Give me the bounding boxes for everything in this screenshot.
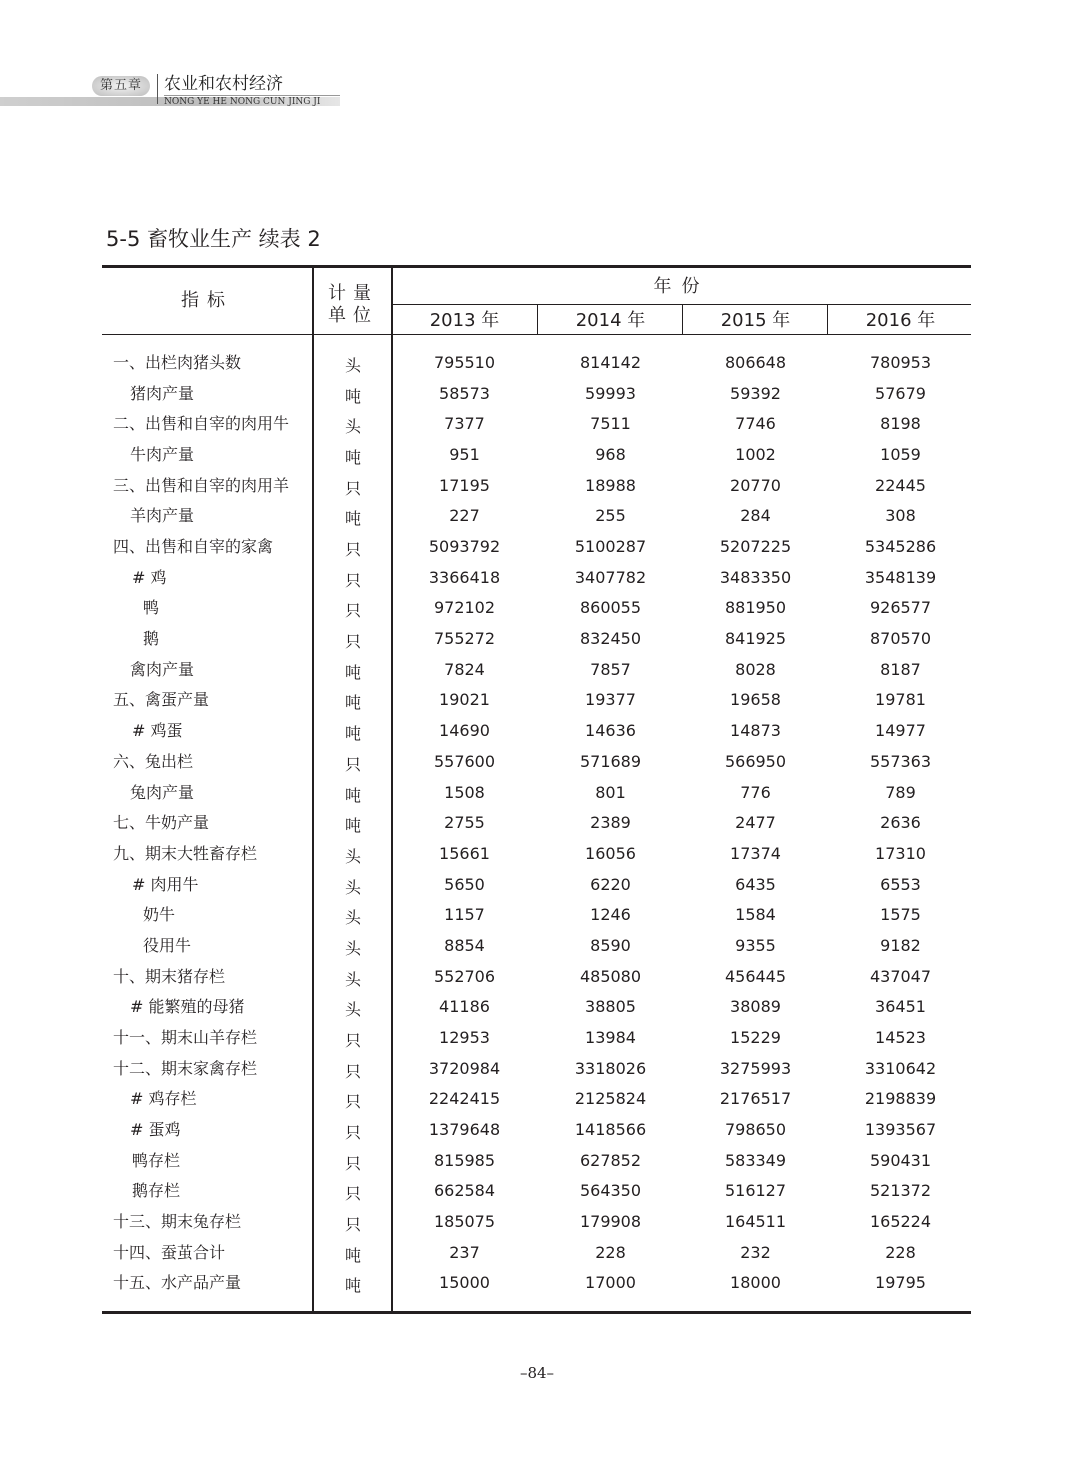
value-cell: 1002 xyxy=(735,445,776,465)
value-cell: 3483350 xyxy=(719,567,792,587)
value-cell: 165224 xyxy=(869,1212,932,1232)
value-cell: 776 xyxy=(740,782,771,802)
value-cell: 815985 xyxy=(433,1150,496,1170)
value-cell: 8198 xyxy=(880,414,921,434)
unit-cell: 只 xyxy=(344,478,361,498)
value-cell: 437047 xyxy=(869,966,932,986)
value-cell: 20770 xyxy=(730,475,781,495)
table-bottom-rule xyxy=(102,1311,971,1314)
value-cell: 1418566 xyxy=(574,1120,647,1139)
indicator-cell: 役用牛 xyxy=(143,935,192,955)
table-row xyxy=(0,900,1074,930)
value-cell: 860055 xyxy=(579,598,642,618)
unit-cell: 吨 xyxy=(344,785,361,805)
table-row xyxy=(0,1023,1074,1053)
indicator-cell: 十五、水产品产量 xyxy=(113,1273,242,1293)
indicator-cell: 三、出售和自宰的肉用羊 xyxy=(113,475,290,495)
value-cell: 14690 xyxy=(439,721,490,741)
value-cell: 590431 xyxy=(869,1150,932,1170)
value-cell: 14873 xyxy=(730,721,781,741)
years-header: 年份 xyxy=(653,276,710,297)
value-cell: 17310 xyxy=(875,843,926,863)
value-cell: 564350 xyxy=(579,1181,642,1201)
table-row xyxy=(0,747,1074,777)
table-row xyxy=(0,808,1074,838)
value-cell: 7377 xyxy=(444,414,485,434)
unit-cell: 头 xyxy=(344,969,361,989)
indicator-cell: 五、禽蛋产量 xyxy=(113,690,210,710)
unit-cell: 头 xyxy=(344,908,361,928)
unit-cell: 头 xyxy=(344,417,361,437)
value-cell: 3366418 xyxy=(428,567,501,587)
unit-cell: 吨 xyxy=(344,1276,361,1296)
value-cell: 552706 xyxy=(433,966,496,986)
year-header-2013: 2013 年 xyxy=(429,310,500,331)
value-cell: 2477 xyxy=(735,813,776,833)
value-cell: 5093792 xyxy=(428,537,501,557)
value-cell: 164511 xyxy=(724,1212,787,1232)
value-cell: 571689 xyxy=(579,751,642,771)
value-cell: 22445 xyxy=(875,475,926,495)
value-cell: 1157 xyxy=(444,905,485,925)
value-cell: 516127 xyxy=(724,1181,787,1201)
header-divider xyxy=(157,74,158,104)
table-row xyxy=(0,839,1074,869)
unit-cell: 只 xyxy=(344,754,361,774)
year-header-2015: 2015 年 xyxy=(720,310,791,331)
value-cell: 662584 xyxy=(433,1181,496,1201)
unit-cell: 头 xyxy=(344,877,361,897)
value-cell: 14977 xyxy=(875,721,926,741)
value-cell: 7824 xyxy=(444,659,485,679)
page-number: –84– xyxy=(519,1364,555,1382)
table-row xyxy=(0,931,1074,961)
indicator-cell: 奶牛 xyxy=(143,905,176,925)
value-cell: 2125824 xyxy=(574,1089,647,1109)
indicator-cell: 鹅存栏 xyxy=(132,1181,181,1201)
table-row xyxy=(0,593,1074,623)
unit-cell: 头 xyxy=(344,1000,361,1020)
value-cell: 2389 xyxy=(590,813,631,833)
value-cell: 18988 xyxy=(585,475,636,495)
value-cell: 227 xyxy=(449,506,480,526)
value-cell: 801 xyxy=(595,782,626,802)
table-top-rule xyxy=(102,265,971,268)
table-title: 5-5 畜牧业生产 续表 2 xyxy=(106,227,321,251)
value-cell: 3275993 xyxy=(719,1058,792,1078)
indicator-cell: 禽肉产量 xyxy=(130,659,195,679)
value-cell: 7746 xyxy=(735,414,776,434)
year-header-2014: 2014 年 xyxy=(575,310,646,331)
value-cell: 583349 xyxy=(724,1150,787,1170)
value-cell: 17374 xyxy=(730,843,781,863)
table-row xyxy=(0,1054,1074,1084)
indicator-cell: # 能繁殖的母猪 xyxy=(130,997,245,1017)
value-cell: 926577 xyxy=(869,598,932,618)
indicator-cell: 七、牛奶产量 xyxy=(113,813,210,833)
indicator-cell: 十四、蚕茧合计 xyxy=(113,1242,226,1262)
unit-cell: 吨 xyxy=(344,386,361,406)
value-cell: 7857 xyxy=(590,659,631,679)
value-cell: 3720984 xyxy=(428,1058,501,1078)
indicator-cell: # 鸡蛋 xyxy=(132,721,183,741)
value-cell: 755272 xyxy=(433,629,496,649)
table-row xyxy=(0,471,1074,501)
value-cell: 18000 xyxy=(730,1273,781,1293)
value-cell: 1575 xyxy=(880,905,921,925)
unit-cell: 吨 xyxy=(344,693,361,713)
value-cell: 36451 xyxy=(875,997,926,1017)
value-cell: 814142 xyxy=(579,353,642,372)
table-row xyxy=(0,962,1074,992)
value-cell: 789 xyxy=(885,782,916,802)
value-cell: 972102 xyxy=(433,598,496,618)
value-cell: 2176517 xyxy=(719,1089,792,1109)
indicator-cell: 鸭 xyxy=(143,598,160,618)
value-cell: 57679 xyxy=(875,383,926,403)
unit-cell: 只 xyxy=(344,1184,361,1204)
unit-cell: 只 xyxy=(344,1061,361,1081)
value-cell: 780953 xyxy=(869,353,932,372)
value-cell: 308 xyxy=(885,506,916,526)
value-cell: 1379648 xyxy=(428,1120,501,1139)
indicator-cell: 十、期末猪存栏 xyxy=(113,966,226,986)
value-cell: 1393567 xyxy=(864,1120,937,1139)
value-cell: 19377 xyxy=(585,690,636,710)
indicator-cell: 一、出栏肉猪头数 xyxy=(113,353,242,372)
table-row xyxy=(0,563,1074,593)
unit-cell: 只 xyxy=(344,540,361,560)
header-title-rule xyxy=(164,95,340,96)
value-cell: 19795 xyxy=(875,1273,926,1293)
value-cell: 8590 xyxy=(590,935,631,955)
value-cell: 798650 xyxy=(724,1120,787,1139)
table-row xyxy=(0,379,1074,409)
value-cell: 456445 xyxy=(724,966,787,986)
value-cell: 17000 xyxy=(585,1273,636,1293)
value-cell: 968 xyxy=(595,445,626,465)
indicator-cell: 猪肉产量 xyxy=(130,383,195,403)
indicator-cell: 六、兔出栏 xyxy=(113,751,194,771)
value-cell: 15229 xyxy=(730,1027,781,1047)
table-row xyxy=(0,1176,1074,1206)
value-cell: 15661 xyxy=(439,843,490,863)
value-cell: 2242415 xyxy=(428,1089,501,1109)
value-cell: 5650 xyxy=(444,874,485,894)
unit-cell: 只 xyxy=(344,570,361,590)
value-cell: 2198839 xyxy=(864,1089,937,1109)
header-bottom-rule xyxy=(102,334,971,335)
value-cell: 228 xyxy=(885,1242,916,1262)
indicator-cell: 十一、期末山羊存栏 xyxy=(113,1027,258,1047)
table-row xyxy=(0,501,1074,531)
indicator-cell: 鸭存栏 xyxy=(132,1150,181,1170)
unit-cell: 吨 xyxy=(344,662,361,682)
value-cell: 8187 xyxy=(880,659,921,679)
value-cell: 19658 xyxy=(730,690,781,710)
value-cell: 232 xyxy=(740,1242,771,1262)
table-row xyxy=(0,624,1074,654)
value-cell: 6435 xyxy=(735,874,776,894)
unit-cell: 吨 xyxy=(344,724,361,744)
unit-cell: 头 xyxy=(344,846,361,866)
indicator-cell: # 肉用牛 xyxy=(132,874,199,894)
indicator-cell: 十三、期末兔存栏 xyxy=(113,1212,242,1232)
indicator-cell: 十二、期末家禽存栏 xyxy=(113,1058,258,1078)
table-row xyxy=(0,1146,1074,1176)
value-cell: 870570 xyxy=(869,629,932,649)
table-row xyxy=(0,685,1074,715)
indicator-cell: # 蛋鸡 xyxy=(130,1120,181,1139)
value-cell: 1508 xyxy=(444,782,485,802)
value-cell: 2636 xyxy=(880,813,921,833)
value-cell: 1246 xyxy=(590,905,631,925)
indicator-cell: 兔肉产量 xyxy=(130,782,195,802)
value-cell: 16056 xyxy=(585,843,636,863)
table-row xyxy=(0,532,1074,562)
value-cell: 237 xyxy=(449,1242,480,1262)
value-cell: 3407782 xyxy=(574,567,647,587)
value-cell: 14523 xyxy=(875,1027,926,1047)
value-cell: 5100287 xyxy=(574,537,647,557)
indicator-cell: 羊肉产量 xyxy=(130,506,195,526)
value-cell: 255 xyxy=(595,506,626,526)
value-cell: 179908 xyxy=(579,1212,642,1232)
value-cell: 19021 xyxy=(439,690,490,710)
table-row xyxy=(0,1238,1074,1268)
value-cell: 806648 xyxy=(724,353,787,372)
table-row xyxy=(0,1084,1074,1114)
value-cell: 881950 xyxy=(724,598,787,618)
chapter-badge: 第五章 xyxy=(92,76,150,96)
value-cell: 15000 xyxy=(439,1273,490,1293)
table-row xyxy=(0,992,1074,1022)
unit-cell: 只 xyxy=(344,601,361,621)
value-cell: 795510 xyxy=(433,353,496,372)
unit-cell: 只 xyxy=(344,1123,361,1142)
value-cell: 8028 xyxy=(735,659,776,679)
indicator-cell: 四、出售和自宰的家禽 xyxy=(113,537,274,557)
value-cell: 9182 xyxy=(880,935,921,955)
unit-cell: 吨 xyxy=(344,1245,361,1265)
value-cell: 521372 xyxy=(869,1181,932,1201)
table-row xyxy=(0,1207,1074,1237)
value-cell: 17195 xyxy=(439,475,490,495)
value-cell: 19781 xyxy=(875,690,926,710)
year-header-2016: 2016 年 xyxy=(865,310,936,331)
table-row xyxy=(0,716,1074,746)
indicator-cell: 鹅 xyxy=(143,629,160,649)
indicator-cell: # 鸡 xyxy=(132,567,167,587)
value-cell: 284 xyxy=(740,506,771,526)
table-row xyxy=(0,778,1074,808)
value-cell: 38089 xyxy=(730,997,781,1017)
value-cell: 1059 xyxy=(880,445,921,465)
value-cell: 8854 xyxy=(444,935,485,955)
unit-cell: 吨 xyxy=(344,509,361,529)
unit-cell: 吨 xyxy=(344,816,361,836)
unit-header-line2: 单位 xyxy=(328,305,378,326)
unit-cell: 只 xyxy=(344,1153,361,1173)
chapter-pinyin: NONG YE HE NONG CUN JING JI xyxy=(164,97,321,107)
table-row xyxy=(0,655,1074,685)
indicator-cell: 二、出售和自宰的肉用牛 xyxy=(113,414,290,434)
value-cell: 38805 xyxy=(585,997,636,1017)
value-cell: 841925 xyxy=(724,629,787,649)
value-cell: 12953 xyxy=(439,1027,490,1047)
unit-cell: 只 xyxy=(344,632,361,652)
unit-cell: 吨 xyxy=(344,448,361,468)
value-cell: 832450 xyxy=(579,629,642,649)
unit-cell: 只 xyxy=(344,1030,361,1050)
value-cell: 6553 xyxy=(880,874,921,894)
value-cell: 185075 xyxy=(433,1212,496,1232)
value-cell: 3548139 xyxy=(864,567,937,587)
value-cell: 1584 xyxy=(735,905,776,925)
value-cell: 5207225 xyxy=(719,537,792,557)
value-cell: 485080 xyxy=(579,966,642,986)
value-cell: 3318026 xyxy=(574,1058,647,1078)
indicator-cell: # 鸡存栏 xyxy=(130,1089,197,1109)
value-cell: 41186 xyxy=(439,997,490,1017)
value-cell: 9355 xyxy=(735,935,776,955)
table-row xyxy=(0,1115,1074,1145)
unit-cell: 只 xyxy=(344,1092,361,1112)
indicator-cell: 牛肉产量 xyxy=(130,445,195,465)
chapter-title: 农业和农村经济 xyxy=(164,74,283,94)
value-cell: 2755 xyxy=(444,813,485,833)
indicator-header: 指标 xyxy=(181,290,233,311)
value-cell: 951 xyxy=(449,445,480,465)
value-cell: 228 xyxy=(595,1242,626,1262)
table-row xyxy=(0,1268,1074,1298)
unit-cell: 头 xyxy=(344,356,361,375)
value-cell: 7511 xyxy=(590,414,631,434)
value-cell: 59993 xyxy=(585,383,636,403)
value-cell: 5345286 xyxy=(864,537,937,557)
value-cell: 13984 xyxy=(585,1027,636,1047)
unit-cell: 只 xyxy=(344,1215,361,1235)
value-cell: 557363 xyxy=(869,751,932,771)
value-cell: 566950 xyxy=(724,751,787,771)
value-cell: 3310642 xyxy=(864,1058,937,1078)
table-row xyxy=(0,440,1074,470)
value-cell: 557600 xyxy=(433,751,496,771)
unit-header-line1: 计量 xyxy=(328,283,378,304)
value-cell: 58573 xyxy=(439,383,490,403)
table-row xyxy=(0,409,1074,439)
value-cell: 6220 xyxy=(590,874,631,894)
table-row xyxy=(0,870,1074,900)
value-cell: 59392 xyxy=(730,383,781,403)
unit-cell: 头 xyxy=(344,938,361,958)
table-row xyxy=(0,348,1074,378)
value-cell: 14636 xyxy=(585,721,636,741)
indicator-cell: 九、期末大牲畜存栏 xyxy=(113,843,258,863)
value-cell: 627852 xyxy=(579,1150,642,1170)
